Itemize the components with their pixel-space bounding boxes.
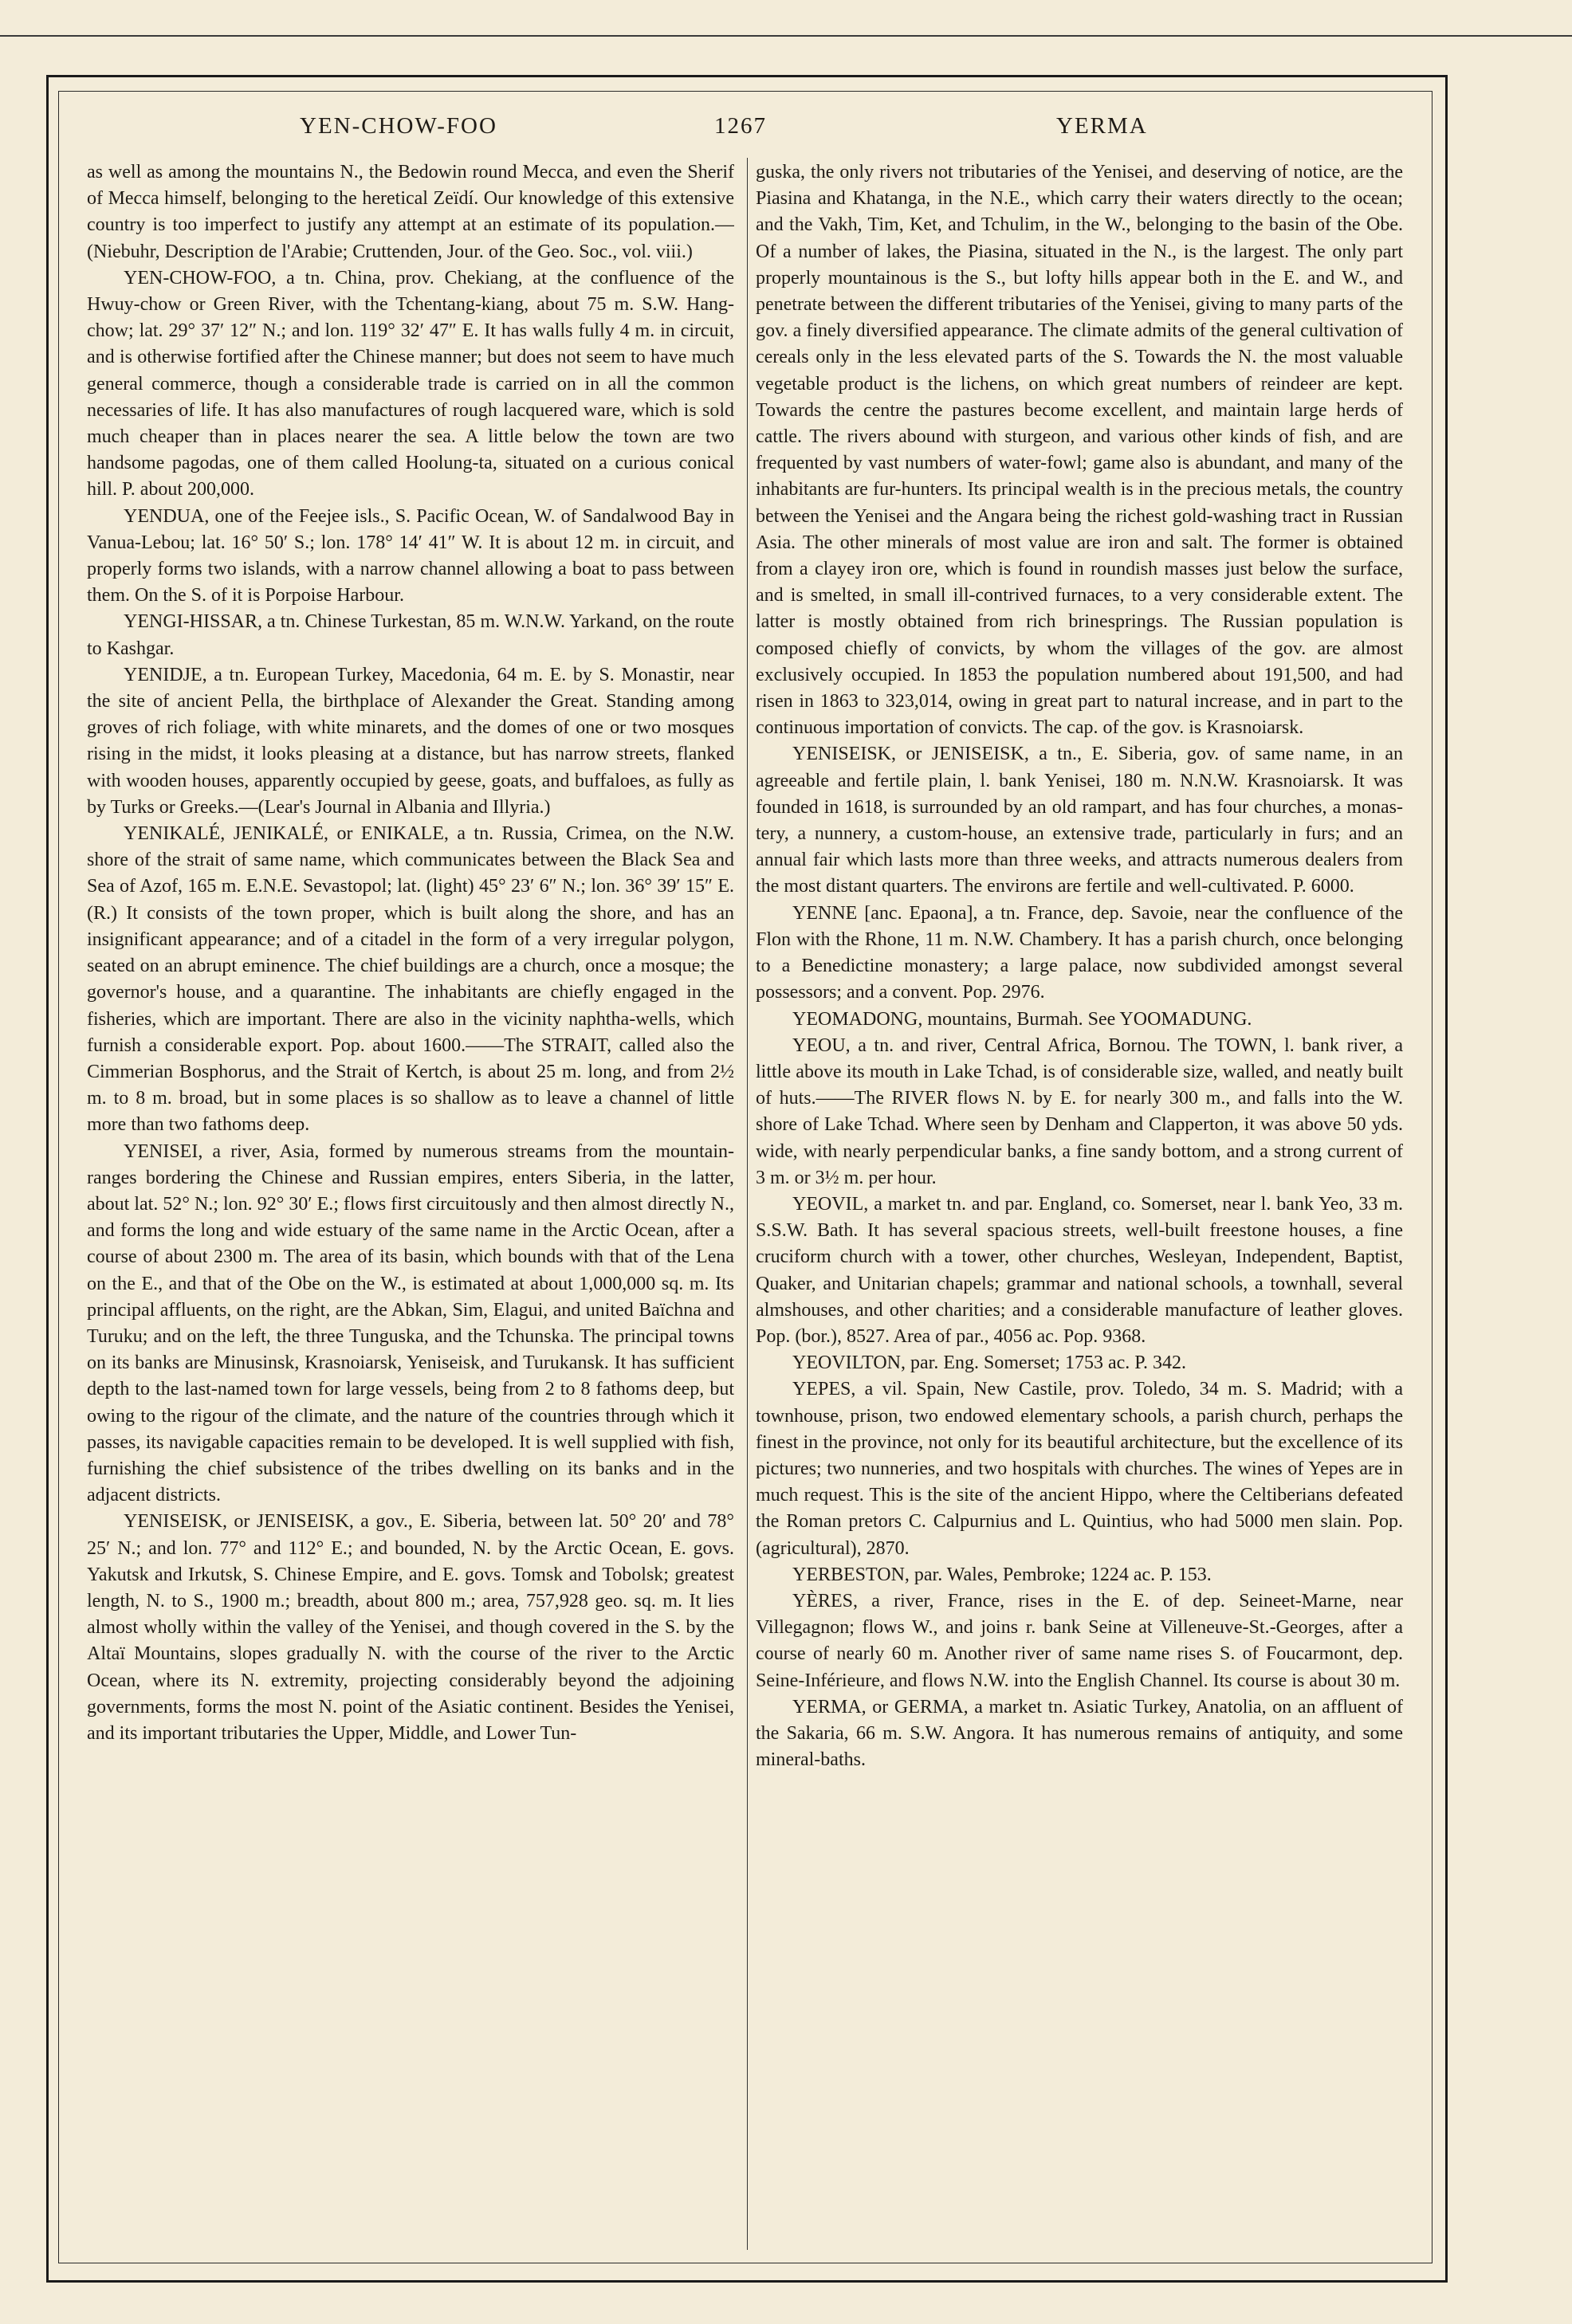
entry-paragraph: YENDUA, one of the Feejee isls., S. Pacific Ocean, W. of Sandalwood Bay in Vanua-Lebou; lat. 16° 50′ S.; lon. 178° 14′ 41″ W. It is about 12 m. in circuit, and properly forms two islands, with a narrow channel allowing a boat to pass between them. On the S. of it is Porpoise Harbour. [87,505,734,607]
entry-paragraph: YENGI-HISSAR, a tn. Chinese Turkestan, 85 m. W.N.W. Yarkand, on the route to Kashgar. [87,611,734,659]
entry-paragraph: YEOVIL, a market tn. and par. England, co. Somerset, near l. bank Yeo, 33 m. S.S.W. Bath. It has several spacious streets, well-built freestone houses, a fine cruciform church with a tower, other churches, Wesleyan, Independent, Baptist, Quaker, and Unitarian chapels; grammar and national schools, a townhall, several almshouses, and other charities; and a considerable manufacture of leather gloves. Pop. (bor.), 8527. Area of par., 4056 ac. Pop. 9368. [756,1193,1403,1347]
entry-paragraph: YEOVILTON, par. Eng. Somerset; 1753 ac. P. 342. [792,1352,1186,1374]
right-column [756,159,1403,2247]
header-left-word: YEN-CHOW-FOO [300,113,497,139]
entry-paragraph: YENISEI, a river, Asia, formed by numerous streams from the mountain-ranges bordering the Chinese and Russian empires, enters Siberia, in the latter, about lat. 52° N.; lon. 92° 30′ E.; flows first circuitously and then almost directly N., and forms the long and wide estuary of the same name in the Arctic Ocean, after a course of about 2300 m. The area of its basin, which bounds with that of the Lena on the E., and that of the Obe on the W., is estimated at about 1,000,000 sq. m. Its principal affluents, on the right, are the Abkan, Sim, Elagui, and united Baïchna and Turuku; and on the left, the three Tunguska, and the Tchunska. The principal towns on its banks are Minusinsk, Krasnoiarsk, Yeniseisk, and Turukansk. It has sufficient depth to the last-named town for large vessels, being from 2 to 8 fathoms deep, but owing to the rigour of the climate, and the nature of the countries through which it passes, its navigable capacities remain to be developed. It is well supplied with fish, furnishing the chief subsistence of the tribes dwelling on its banks and in the adjacent districts. [87,1140,734,1506]
header-right-word: YERMA [1056,113,1148,139]
column-divider [747,158,748,2250]
running-header [70,113,1419,151]
entry-paragraph: YENNE [anc. Epaona], a tn. France, dep. Savoie, near the confluence of the Flon with the Rhone, 11 m. N.W. Chambery. It has a parish church, once belonging to a Benedictine monastery; a large palace, now subdivided amongst several possessors; and a convent. Pop. 2976. [756,902,1403,1003]
entry-paragraph: YEOU, a tn. and river, Central Africa, Bornou. The TOWN, l. bank river, a little above its mouth in Lake Tchad, is of considerable size, walled, and neatly built of huts.——The RIVER flows N. by E. for nearly 300 m., and falls into the W. shore of Lake Tchad. Where seen by Denham and Clapperton, it was above 50 yds. wide, with nearly perpendicular banks, a fine sandy bottom, and a strong current of 3 m. or 3½ m. per hour. [756,1034,1403,1188]
page-number: 1267 [714,113,767,139]
left-column [87,159,734,2247]
entry-paragraph: YEOMADONG, mountains, Burmah. See YOOMADUNG. [792,1008,1252,1030]
entry-paragraph: YERBESTON, par. Wales, Pembroke; 1224 ac. P. 153. [792,1564,1212,1585]
entry-paragraph: as well as among the mountains N., the Bedowin round Mecca, and even the Sherif of Mecca himself, belonging to the heretical Zeïdí. Our knowledge of this extensive country is too imperfect to justify any attempt at an estimate of its population.—(Niebuhr, Description de l'Arabie; Cruttenden, Jour. of the Geo. Soc., vol. viii.) [87,162,734,262]
entry-paragraph: YENIDJE, a tn. European Turkey, Macedonia, 64 m. E. by S. Monastir, near the site of ancient Pella, the birthplace of Alexander the Great. Standing among groves of rich foliage, with white minarets, and the domes of one or two mosques rising in the midst, it looks pleasing at a distance, but has narrow streets, flanked with wooden houses, apparently occupied by geese, goats, and buffaloes, as fully as by Turks or Greeks.—(Lear's Journal in Albania and Illyria.) [87,664,734,818]
entry-paragraph: YENISEISK, or JENISEISK, a tn., E. Siberia, gov. of same name, in an agreeable and fertile plain, l. bank Yenisei, 180 m. N.N.W. Krasnoiarsk. It was founded in 1618, is surrounded by an old rampart, and has four churches, a monastery, a nunnery, a custom-house, an extensive trade, particularly in furs; and an annual fair which lasts more than three weeks, and attracts numerous dealers from the most distant quarters. The environs are fertile and well-cultivated. P. 6000. [756,744,1403,897]
top-rule [0,35,1572,37]
entry-paragraph: YEPES, a vil. Spain, New Castile, prov. Toledo, 34 m. S. Madrid; with a townhouse, prison, two endowed elementary schools, a parish church, perhaps the finest in the province, not only for its beautiful architecture, but the excellence of its pictures; two nunneries, and two hospitals with churches. The wines of Yepes are in much request. This is the site of the ancient Hippo, where the Celtiberians defeated the Roman pretors C. Calpurnius and L. Quintius, who had 5000 men slain. Pop. (agricultural), 2870. [756,1379,1403,1559]
entry-paragraph: YERMA, or GERMA, a market tn. Asiatic Turkey, Anatolia, on an affluent of the Sakaria, 66 m. S.W. Angora. It has numerous remains of antiquity, and some mineral-baths. [756,1696,1403,1771]
entry-paragraph: YENIKALÉ, JENIKALÉ, or ENIKALE, a tn. Russia, Crimea, on the N.W. shore of the strait of same name, which communicates between the Black Sea and Sea of Azof, 165 m. E.N.E. Sevastopol; lat. (light) 45° 23′ 6″ N.; lon. 36° 39′ 15″ E. (R.) It consists of the town proper, which is built along the shore, and has an insignificant appearance; and of a citadel in the form of a very irregular polygon, seated on an abrupt eminence. The chief buildings are a church, once a mosque; the governor's house, and a quarantine. The inhabitants are chiefly engaged in the fisheries, which are important. There are also in the vicinity naphtha-wells, which furnish a considerable export. Pop. about 1600.——The STRAIT, called also the Cimmerian Bosphorus, and the Strait of Kertch, is about 25 m. long, and from 2½ m. to 8 m. broad, but in some places is so shallow as to leave a channel of little more than two fathoms deep. [87,823,734,1136]
entry-paragraph: guska, the only rivers not tributaries of the Yenisei, and deserving of notice, are the Piasina and Khatanga, in the N.E., which carry their waters directly to the ocean; and the Vakh, Tim, Ket, and Tchulim, in the W., belonging to the basin of the Obe. Of a number of lakes, the Piasina, situated in the N., is the largest. The only part properly mountainous is the S., but lofty hills appear both in the E. and W., and penetrate between the different tributaries of the Yenisei, giving to many parts of the gov. a finely diversified appearance. The climate admits of the general cultivation of cereals only in the less elevated parts of the S. Towards the N. the most valuable vegetable product is the lichens, on which great numbers of reindeer are kept. Towards the centre the pastures become excellent, and maintain large herds of cattle. The rivers abound with sturgeon, and various other kinds of fish, and are frequented by vast numbers of water-fowl; game also is abundant, and many of the inhabitants are fur-hunters. Its principal wealth is in the precious metals, the country between the Yenisei and the Angara being the richest gold-washing tract in Russian Asia. The other minerals of most value are iron and salt. The former is obtained from a clayey iron ore, which is found in roundish masses just below the surface, and is smelted, in small ill-contrived furnaces, to a very considerable extent. The latter is mostly obtained from rich brinesprings. The Russian population is composed chiefly of convicts, by whom the villages of the gov. are almost exclusively occupied. In 1853 the population numbered about 191,500, and had risen in 1863 to 323,014, owing in great part to natural increase, and in part to the continuous importation of convicts. The cap. of the gov. is Krasnoiarsk. [756,162,1403,739]
entry-paragraph: YENISEISK, or JENISEISK, a gov., E. Siberia, between lat. 50° 20′ and 78° 25′ N.; and lon. 77° and 112° E.; and bounded, N. by the Arctic Ocean, E. govs. Yakutsk and Irkutsk, S. Chinese Empire, and E. govs. Tomsk and Tobolsk; greatest length, N. to S., 1900 m.; breadth, about 800 m.; area, 757,928 geo. sq. m. It lies almost wholly within the valley of the Yenisei, and though covered in the S. by the Altaï Mountains, slopes gradually N. with the course of the river to the Arctic Ocean, where its N. extremity, projecting considerably beyond the adjoining governments, forms the most N. point of the Asiatic continent. Besides the Yenisei, and its important tributaries the Upper, Middle, and Lower Tun- [87,1511,734,1744]
entry-paragraph: YEN-CHOW-FOO, a tn. China, prov. Chekiang, at the confluence of the Hwuy-chow or Green River, with the Tchentang-kiang, about 75 m. S.W. Hang-chow; lat. 29° 37′ 12″ N.; and lon. 119° 32′ 47″ E. It has walls fully 4 m. in circuit, and is otherwise fortified after the Chinese manner; but does not seem to have much general commerce, though a considerable trade is carried on in all the common necessaries of life. It has also manufactures of rough lacquered ware, which is sold much cheaper than in places nearer the sea. A little below the town are two handsome pagodas, one of them called Hoolung-ta, situated on a curious conical hill. P. about 200,000. [87,267,734,501]
entry-paragraph: YÈRES, a river, France, rises in the E. of dep. Seineet-Marne, near Villegagnon; flows W., and joins r. bank Seine at Villeneuve-St.-Georges, after a course of nearly 60 m. Another river of same name rises S. of Foucarmont, dep. Seine-Inférieure, and flows N.W. into the English Channel. Its course is about 30 m. [756,1590,1403,1691]
